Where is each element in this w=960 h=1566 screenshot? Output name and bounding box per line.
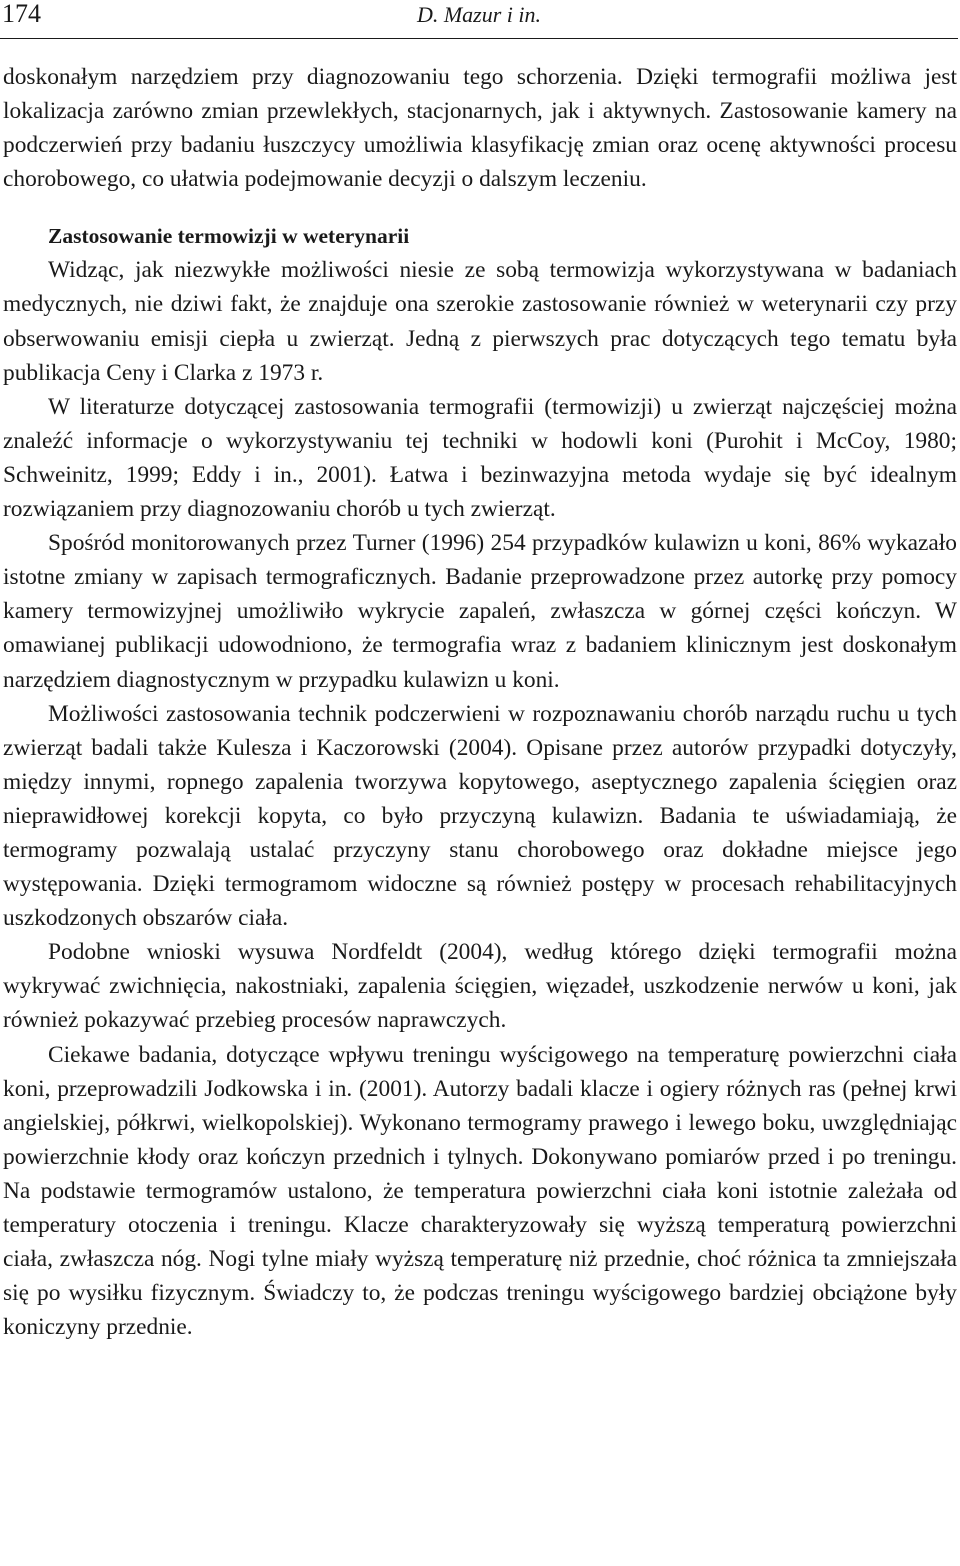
paragraph: W literaturze dotyczącej zastosowania termografii (termowizji) u zwierząt najczęściej można znaleźć informacje o wykorzystywaniu tej techniki w hodowli koni (Purohit i McCoy, 1980; Schweinitz, 1999; Eddy i in., 2001). Łatwa i bezinwazyjna metoda wydaje się być idealnym rozwiązaniem przy diagnozowaniu chorób u tych zwierząt.	[3, 393, 957, 523]
paragraph: Widząc, jak niezwykłe możliwości niesie ze sobą termowizja wykorzystywana w badaniach medycznych, nie dziwi fakt, że znajduje ona szerokie zastosowanie również w weterynarii czy przy obserwowaniu emisji ciepła u zwierząt. Jedną z pierwszych prac dotyczących tego tematu była publikacja Ceny i Clarka z 1973 r.	[3, 257, 957, 386]
body-text	[3, 60, 957, 1344]
section-heading: Zastosowanie termowizji w weterynarii	[48, 224, 410, 249]
paragraph: Spośród monitorowanych przez Turner (1996) 254 przypadków kulawizn u koni, 86% wykazało istotne zmiany w zapisach termograficznych. Badanie przeprowadzone przez autorkę przy pomocy kamery termowizyjnej umożliwiło wykrycie zapaleń, zwłaszcza w górnej części kończyn. W omawianej publikacji udowodniono, że termografia wraz z badaniem klinicznym jest doskonałym narzędziem diagnostycznym w przypadku kulawizn u koni.	[3, 530, 957, 693]
paragraph: Możliwości zastosowania technik podczerwieni w rozpoznawaniu chorób narządu ruchu u tych zwierząt badali także Kulesza i Kaczorowski (2004). Opisane przez autorów przypadki dotyczyły, między innymi, ropnego zapalenia tworzywa kopytowego, aseptycznego zapalenia ścięgien oraz nieprawidłowej korekcji kopyta, co było przyczyną kulawizn. Badania te uświadamiają, że termogramy pozwalają ustalać przyczyny stanu chorobowego oraz dokładne miejsce jego występowania. Dzięki termogramom widoczne są również postępy w procesach rehabilitacyjnych uszkodzonych obszarów ciała.	[3, 700, 957, 932]
paragraph: Ciekawe badania, dotyczące wpływu treningu wyścigowego na temperaturę powierzchni ciała koni, przeprowadzili Jodkowska i in. (2001). Autorzy badali klacze i ogiery różnych ras (pełnej krwi angielskiej, półkrwi, wielkopolskiej). Wykonano termogramy prawego i lewego boku, uwzględniając powierzchnie kłody oraz kończyn przednich i tylnych. Dokonywano pomiarów przed i po treningu. Na podstawie termogramów ustalono, że temperatura powierzchni ciała koni istotnie zależała od temperatury otoczenia i treningu. Klacze charakteryzowały się wyższą temperaturą powierzchni ciała, zwłaszcza nóg. Nogi tylne miały wyższą temperaturę niż przednie, choć różnica ta zmniejszała się po wysiłku fizycznym. Świadczy to, że podczas treningu wyścigowego bardziej obciążone były koniczyny przednie.	[3, 1041, 957, 1341]
page-number: 174	[2, 0, 41, 28]
paragraph: Podobne wnioski wysuwa Nordfeldt (2004), według którego dzięki termografii można wykrywać zwichnięcia, nakostniaki, zapalenia ścięgien, więzadeł, uszkodzenie nerwów u koni, jak również pokazywać przebieg procesów naprawczych.	[3, 939, 957, 1034]
running-header	[0, 0, 958, 39]
paragraph-continued: doskonałym narzędziem przy diagnozowaniu tego schorzenia. Dzięki termografii możliwa jest lokalizacja zarówno zmian przewlekłych, stacjonarnych, jak i aktywnych. Zastosowanie kamery na podczerwień przy badaniu łuszczycy umożliwia klasyfikację zmian oraz ocenę aktywności procesu chorobowego, co ułatwia podejmowanie decyzji o dalszym leczeniu.	[3, 64, 957, 193]
running-title: D. Mazur i in.	[416, 2, 542, 27]
